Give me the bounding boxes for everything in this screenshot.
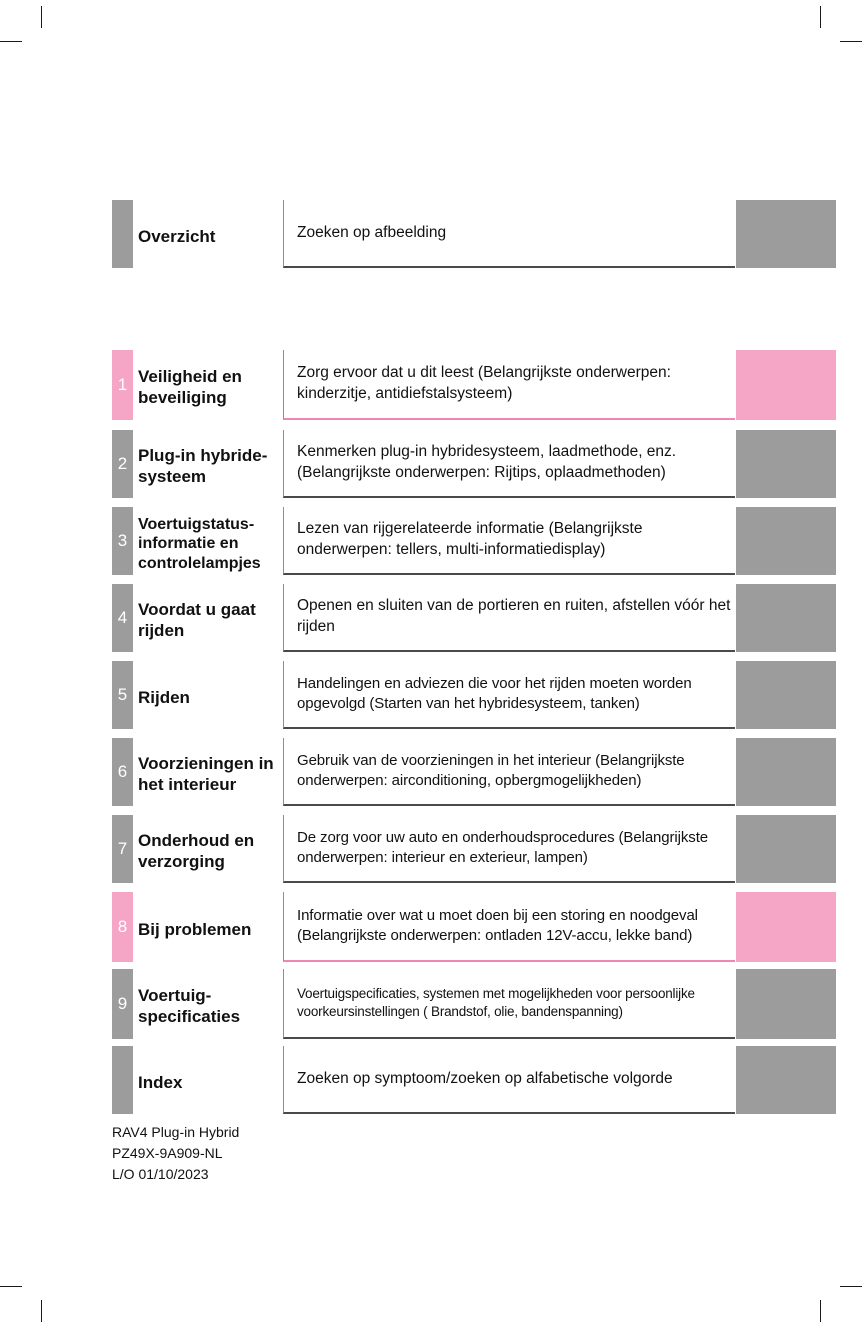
edge-thumb-tab xyxy=(736,969,836,1039)
crop-mark xyxy=(41,1300,42,1322)
section-number: 6 xyxy=(117,761,128,781)
section-description-text: Informatie over wat u moet doen bij een storing en noodgeval (Belangrijkste onderwerpen: ontladen 12V-accu, lekke band) xyxy=(297,906,698,944)
section-tab xyxy=(112,200,133,268)
section-description xyxy=(283,661,735,729)
section-label: Voertuigstatus-informatie en controlelampjes xyxy=(138,515,261,572)
section-number: 3 xyxy=(117,530,128,550)
toc-row-7 xyxy=(0,815,862,883)
toc-row-index xyxy=(0,1046,862,1114)
toc-row-9 xyxy=(0,969,862,1039)
section-tab xyxy=(112,738,133,806)
section-description-text: Zoeken op afbeelding xyxy=(297,223,447,241)
crop-mark xyxy=(820,6,821,28)
section-description-text: Handelingen en adviezen die voor het rijden moeten worden opgevolgd (Starten van het hybridesysteem, tanken) xyxy=(297,674,692,712)
section-tab xyxy=(112,661,133,729)
section-number: 5 xyxy=(117,684,128,704)
section-label: Rijden xyxy=(138,687,190,707)
section-description xyxy=(283,200,735,268)
edge-thumb-tab xyxy=(736,584,836,652)
section-tab xyxy=(112,892,133,962)
model-name: RAV4 Plug-in Hybrid xyxy=(112,1124,240,1140)
publication-info xyxy=(112,1122,239,1185)
toc-row-5 xyxy=(0,661,862,729)
section-tab xyxy=(112,507,133,575)
section-label: Voertuig-specificaties xyxy=(138,986,241,1026)
section-description xyxy=(283,430,735,498)
section-tab xyxy=(112,350,133,420)
section-label: Plug-in hybride-systeem xyxy=(138,446,268,486)
section-tab xyxy=(112,584,133,652)
crop-mark xyxy=(840,41,862,42)
toc-row-2 xyxy=(0,430,862,498)
section-number: 7 xyxy=(117,838,128,858)
edge-thumb-tab xyxy=(736,661,836,729)
crop-mark xyxy=(41,6,42,28)
part-number: PZ49X-9A909-NL xyxy=(112,1145,223,1161)
toc-row-4 xyxy=(0,584,862,652)
edge-thumb-tab xyxy=(736,350,836,420)
toc-row-overzicht xyxy=(0,200,862,268)
section-label: Index xyxy=(138,1072,183,1092)
section-description-text: Zoeken op symptoom/zoeken op alfabetische volgorde xyxy=(297,1069,673,1087)
section-description-text: Kenmerken plug-in hybridesysteem, laadmethode, enz. (Belangrijkste onderwerpen: Rijtips, oplaadmethoden) xyxy=(297,443,677,481)
crop-mark xyxy=(820,1300,821,1322)
crop-mark xyxy=(0,41,22,42)
section-label: Onderhoud en verzorging xyxy=(138,831,255,871)
crop-mark xyxy=(0,1286,22,1287)
section-description xyxy=(283,350,735,420)
section-description xyxy=(283,507,735,575)
section-label: Bij problemen xyxy=(138,919,252,939)
section-description xyxy=(283,815,735,883)
section-number: 1 xyxy=(117,374,128,394)
section-label: Voordat u gaat rijden xyxy=(138,600,256,640)
section-label: Voorzieningen in het interieur xyxy=(138,754,274,794)
layout-date: L/O 01/10/2023 xyxy=(112,1166,209,1182)
edge-thumb-tab xyxy=(736,200,836,268)
section-tab xyxy=(112,430,133,498)
section-number: 9 xyxy=(117,993,128,1013)
crop-mark xyxy=(840,1286,862,1287)
section-description xyxy=(283,584,735,652)
section-description xyxy=(283,1046,735,1114)
edge-thumb-tab xyxy=(736,738,836,806)
section-description-text: Lezen van rijgerelateerde informatie (Belangrijkste onderwerpen: tellers, multi-informatiedisplay) xyxy=(297,520,643,558)
edge-thumb-tab xyxy=(736,1046,836,1114)
section-tab xyxy=(112,1046,133,1114)
section-number: 2 xyxy=(117,453,128,473)
toc-row-3 xyxy=(0,507,862,575)
section-tab xyxy=(112,969,133,1039)
section-description xyxy=(283,969,735,1039)
section-description-text: Voertuigspecificaties, systemen met mogelijkheden voor persoonlijke voorkeursinstellingen ( Brandstof, olie, bandenspanning) xyxy=(297,985,695,1019)
edge-thumb-tab xyxy=(736,815,836,883)
edge-thumb-tab xyxy=(736,892,836,962)
section-description-text: Zorg ervoor dat u dit leest (Belangrijkste onderwerpen: kinderzitje, antidiefstalsysteem) xyxy=(297,364,671,402)
section-description xyxy=(283,892,735,962)
section-description xyxy=(283,738,735,806)
edge-thumb-tab xyxy=(736,430,836,498)
section-tab xyxy=(112,815,133,883)
toc-row-1 xyxy=(0,350,862,420)
section-description-text: Openen en sluiten van de portieren en ruiten, afstellen vóór het rijden xyxy=(297,597,731,635)
toc-row-8 xyxy=(0,892,862,962)
edge-thumb-tab xyxy=(736,507,836,575)
section-label: Overzicht xyxy=(138,226,216,246)
section-label: Veiligheid en beveiliging xyxy=(138,367,242,407)
section-number: 4 xyxy=(117,607,128,627)
toc-row-6 xyxy=(0,738,862,806)
section-number: 8 xyxy=(117,916,128,936)
section-description-text: Gebruik van de voorzieningen in het interieur (Belangrijkste onderwerpen: airconditioning, opbergmogelijkheden) xyxy=(297,751,685,789)
section-description-text: De zorg voor uw auto en onderhoudsprocedures (Belangrijkste onderwerpen: interieur en exterieur, lampen) xyxy=(297,828,709,866)
